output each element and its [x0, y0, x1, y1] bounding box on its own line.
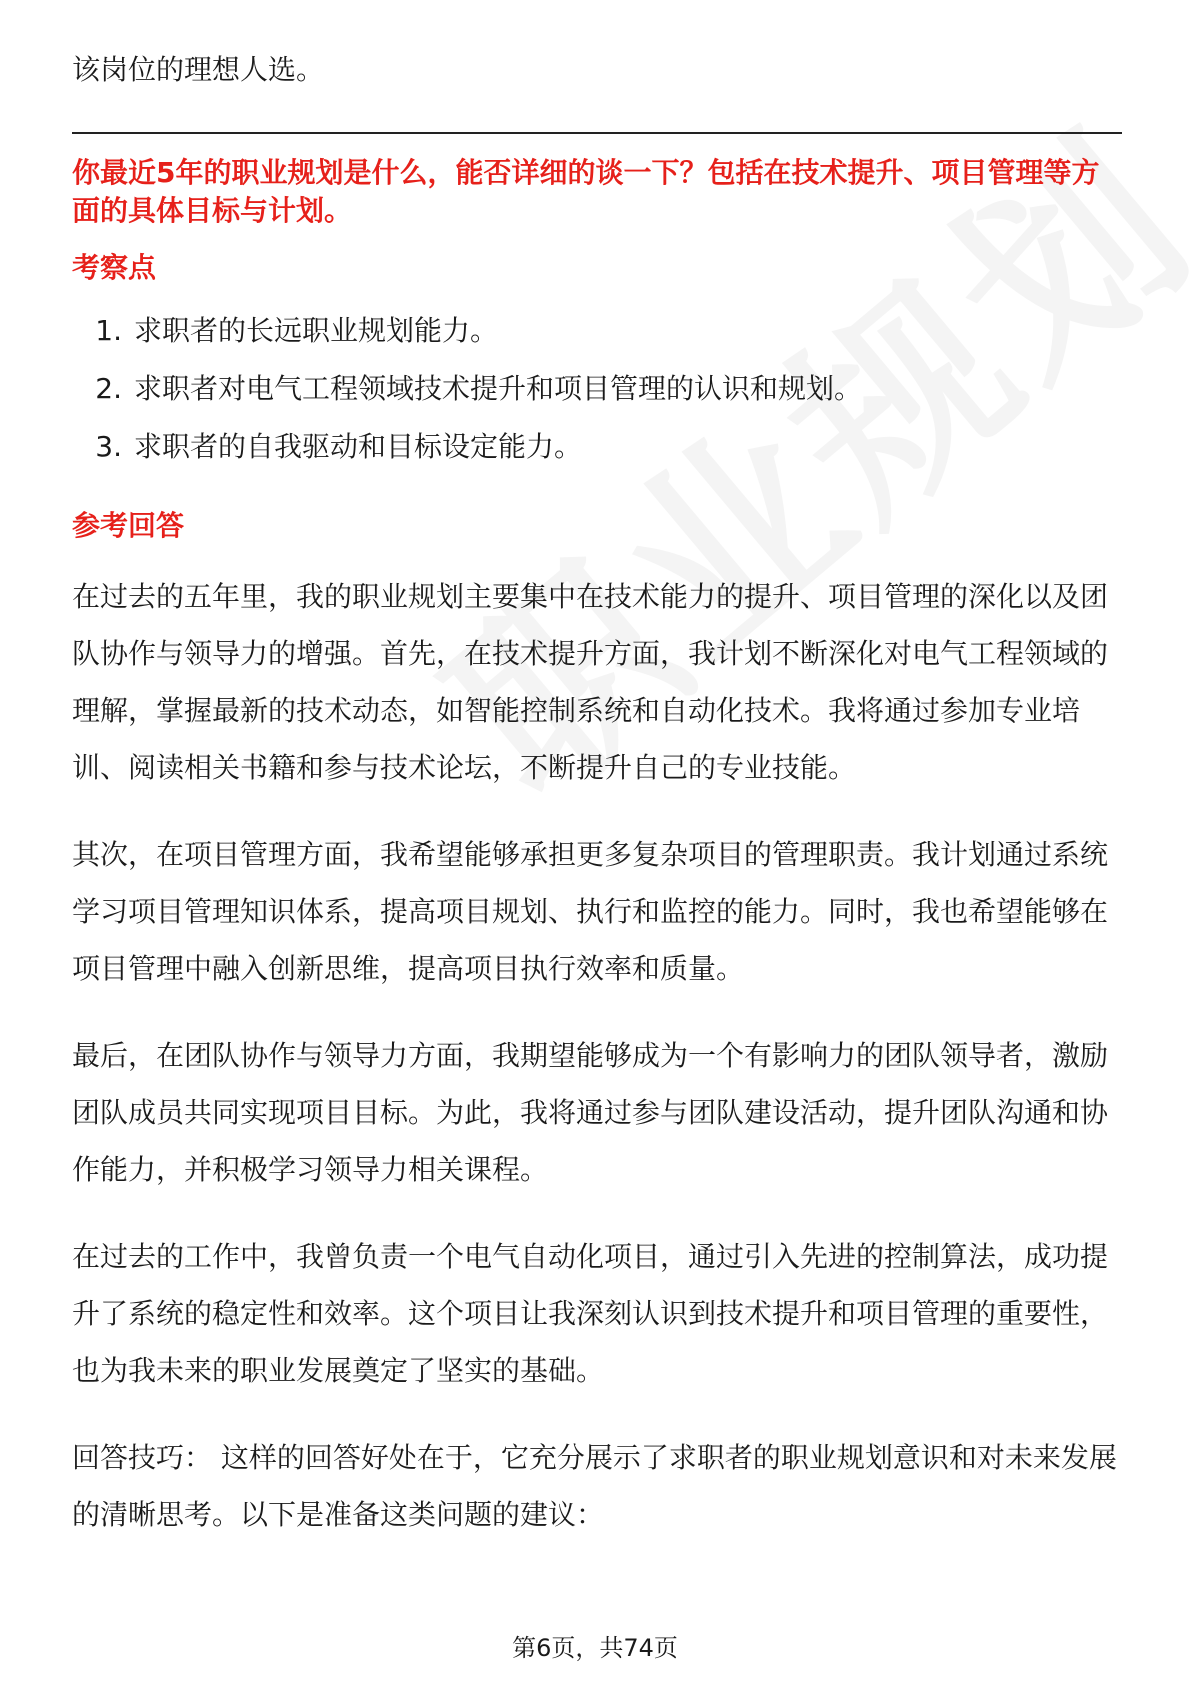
list-number: 1. — [95, 314, 122, 347]
list-number: 2. — [95, 372, 122, 405]
answer-tips-paragraph: 回答技巧： 这样的回答好处在于，它充分展示了求职者的职业规划意识和对未来发展的清晰思考。以下是准备这类问题的建议： — [72, 1441, 1117, 1531]
list-text: 求职者对电气工程领域技术提升和项目管理的认识和规划。 — [134, 372, 863, 405]
answer-paragraph: 最后，在团队协作与领导力方面，我期望能够成为一个有影响力的团队领导者，激励团队成员共同实现项目目标。为此，我将通过参与团队建设活动，提升团队沟通和协作能力，并积极学习领导力相关课程。 — [72, 1039, 1109, 1186]
reference-answer-title: 参考回答 — [72, 509, 185, 542]
intro-text: 该岗位的理想人选。 — [72, 53, 325, 86]
examination-points-list — [72, 302, 1122, 476]
answer-paragraph: 在过去的五年里，我的职业规划主要集中在技术能力的提升、项目管理的深化以及团队协作与领导力的增强。首先，在技术提升方面，我计划不断深化对电气工程领域的理解，掌握最新的技术动态，如智能控制系统和自动化技术。我将通过参加专业培训、阅读相关书籍和参与技术论坛，不断提升自己的专业技能。 — [72, 580, 1109, 784]
list-text: 求职者的自我驱动和目标设定能力。 — [134, 430, 583, 463]
list-text: 求职者的长远职业规划能力。 — [134, 314, 499, 347]
list-item — [72, 418, 1122, 476]
page-number-footer: 第6页，共74页 — [512, 1634, 678, 1662]
list-number: 3. — [95, 430, 122, 463]
answer-paragraph: 其次，在项目管理方面，我希望能够承担更多复杂项目的管理职责。我计划通过系统学习项目管理知识体系，提高项目规划、执行和监控的能力。同时，我也希望能够在项目管理中融入创新思维，提高项目执行效率和质量。 — [72, 838, 1109, 985]
document-content — [72, 48, 1122, 1573]
section-divider — [72, 132, 1122, 134]
list-item — [72, 360, 1122, 418]
answer-paragraph: 在过去的工作中，我曾负责一个电气自动化项目，通过引入先进的控制算法，成功提升了系统的稳定性和效率。这个项目让我深刻认识到技术提升和项目管理的重要性，也为我未来的职业发展奠定了坚实的基础。 — [72, 1240, 1109, 1387]
question-heading: 你最近5年的职业规划是什么，能否详细的谈一下？包括在技术提升、项目管理等方面的具体目标与计划。 — [72, 156, 1100, 227]
list-item — [72, 302, 1122, 360]
examination-points-title: 考察点 — [72, 251, 157, 284]
